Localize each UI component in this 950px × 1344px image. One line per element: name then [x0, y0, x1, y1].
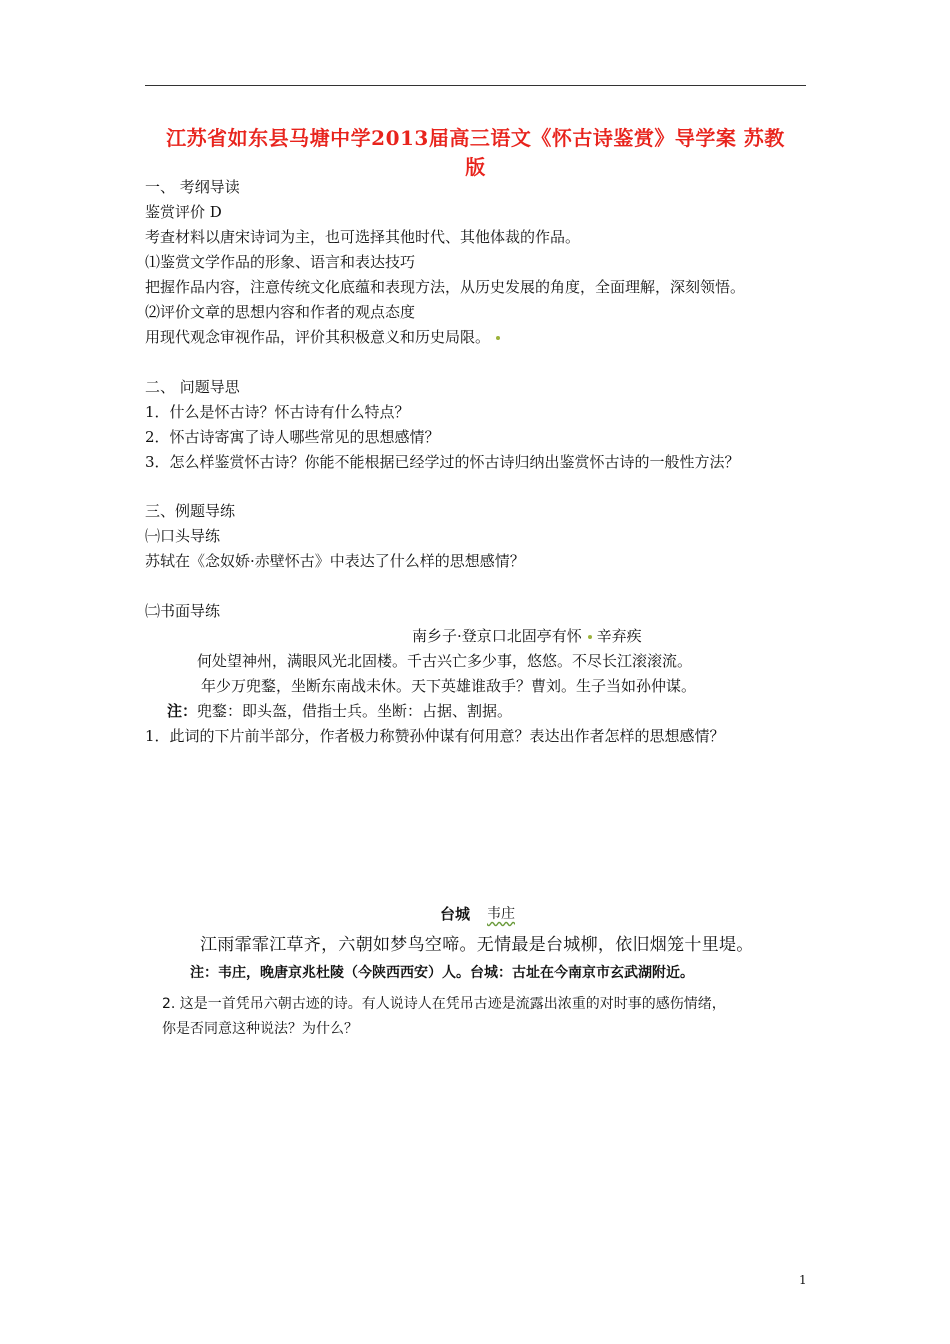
section1-line4: 把握作品内容，注意传统文化底蕴和表现方法，从历史发展的角度，全面理解，深刻领悟。: [145, 278, 746, 296]
section1-line2: 考查材料以唐宋诗词为主，也可选择其他时代、其他体裁的作品。: [145, 228, 581, 246]
mark-dot: [588, 635, 592, 639]
section1-line5: ⑵评价文章的思想内容和作者的观点态度: [145, 303, 416, 321]
poem1-line2: 年少万兜鍪，坐断东南战未休。天下英雄谁敌手？曹刘。生子当如孙仲谋。: [201, 677, 697, 695]
poem1-question: 1．此词的下片前半部分，作者极力称赞孙仲谋有何用意？表达出作者怎样的思想感情？: [145, 727, 725, 745]
section2-heading: 二、 问题导思: [145, 378, 240, 396]
poem2-question-line1: 2. 这是一首凭吊六朝古迹的诗。有人说诗人在凭吊古迹是流露出浓重的对时事的感伤情绪，: [162, 996, 726, 1012]
title-line-2: 版: [465, 155, 486, 179]
poem1-note-line: [167, 701, 512, 721]
section2-q1: 1．什么是怀古诗？怀古诗有什么特点？: [145, 403, 410, 421]
section2-q2: 2．怀古诗寄寓了诗人哪些常见的思想感情？: [145, 428, 440, 446]
poem2-title: 台城: [440, 905, 471, 923]
poem1-title: 南乡子·登京口北固亭有怀: [412, 627, 582, 645]
section1-line3: ⑴鉴赏文学作品的形象、语言和表达技巧: [145, 253, 416, 271]
section1-heading: 一、 考纲导读: [145, 178, 240, 196]
poem2-note: 注：韦庄，晚唐京兆杜陵（今陕西西安）人。台城：古址在今南京市玄武湖附近。: [190, 965, 694, 981]
section3-sub1-question: 苏轼在《念奴娇·赤壁怀古》中表达了什么样的思想感情？: [145, 552, 525, 570]
document-title: [145, 124, 806, 182]
section3-heading: 三、例题导练: [145, 502, 236, 520]
poem2-author: 韦庄: [487, 906, 515, 922]
section3-sub1: ㈠口头导练: [145, 527, 221, 545]
poem1-title-line: [412, 626, 642, 646]
poem2-text: 江雨霏霏江草齐，六朝如梦鸟空啼。无情最是台城柳，依旧烟笼十里堤。: [200, 935, 754, 955]
section3-sub2: ㈡书面导练: [145, 602, 221, 620]
poem2-question-line2: 你是否同意这种说法？为什么？: [162, 1021, 358, 1037]
section1-line6-wrap: [145, 327, 500, 347]
poem1-line1: 何处望神州，满眼风光北固楼。千古兴亡多少事，悠悠。不尽长江滚滚流。: [197, 652, 693, 670]
poem1-author: 辛弃疾: [596, 627, 642, 645]
mark-dot: [496, 336, 500, 340]
header-rule: [145, 85, 806, 86]
poem1-note: 兜鍪：即头盔，借指士兵。坐断：占据、割据。: [197, 702, 513, 720]
section2-q3: 3．怎么样鉴赏怀古诗？你能不能根据已经学过的怀古诗归纳出鉴赏怀古诗的一般性方法？: [145, 453, 740, 471]
page-number: 1: [799, 1273, 807, 1287]
section1-line6: 用现代观念审视作品，评价其积极意义和历史局限。: [145, 328, 491, 346]
poem1-note-label: 注：: [167, 702, 198, 720]
title-line-1: 江苏省如东县马塘中学2013届高三语文《怀古诗鉴赏》导学案 苏教: [166, 126, 785, 150]
section1-line1: 鉴赏评价 D: [145, 203, 222, 221]
